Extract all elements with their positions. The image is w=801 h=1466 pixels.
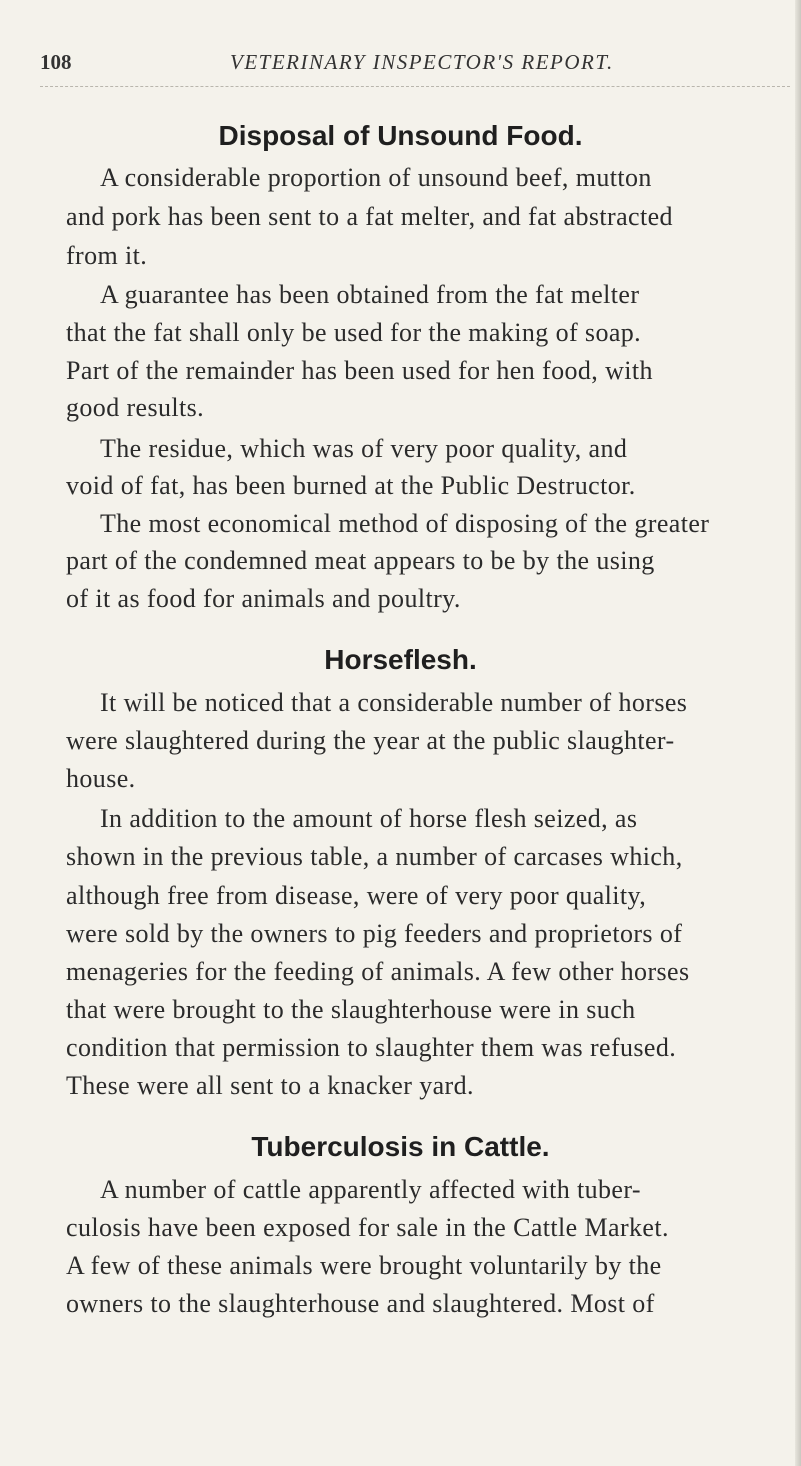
- paragraph-line: The most economical method of disposing of the greater: [100, 509, 710, 538]
- paragraph-line: and pork has been sent to a fat melter, and fat abstracted: [66, 202, 673, 231]
- paragraph-line: These were all sent to a knacker yard.: [66, 1071, 474, 1100]
- paragraph-line: culosis have been exposed for sale in the Cattle Market.: [66, 1213, 669, 1242]
- section-heading-tuberculosis: Tuberculosis in Cattle.: [251, 1131, 550, 1162]
- paragraph-line: condition that permission to slaughter them was refused.: [66, 1033, 677, 1062]
- running-title: VETERINARY INSPECTOR'S REPORT.: [230, 50, 614, 74]
- paragraph-line: The residue, which was of very poor quality, and: [100, 434, 628, 463]
- paragraph-line: were sold by the owners to pig feeders and proprietors of: [66, 919, 683, 948]
- paragraph-line: that were brought to the slaughterhouse were in such: [66, 995, 636, 1024]
- paragraph-line: It will be noticed that a considerable number of horses: [100, 688, 688, 717]
- paragraph-line: of it as food for animals and poultry.: [66, 584, 461, 613]
- paragraph-line: house.: [66, 764, 136, 793]
- paragraph-line: from it.: [66, 241, 148, 270]
- paragraph-line: although free from disease, were of very poor quality,: [66, 881, 647, 910]
- paragraph-line: A considerable proportion of unsound beef, mutton: [100, 163, 652, 192]
- page-number: 108: [40, 50, 72, 74]
- paragraph-line: were slaughtered during the year at the public slaughter-: [66, 726, 675, 755]
- paragraph-line: menageries for the feeding of animals. A few other horses: [66, 957, 690, 986]
- paragraph-line: In addition to the amount of horse flesh seized, as: [100, 804, 638, 833]
- paragraph-line: A few of these animals were brought voluntarily by the: [66, 1251, 662, 1280]
- paragraph-line: owners to the slaughterhouse and slaughtered. Most of: [66, 1289, 655, 1318]
- section-heading-disposal: Disposal of Unsound Food.: [218, 120, 583, 151]
- running-head: [40, 50, 790, 87]
- paragraph-line: A guarantee has been obtained from the fat melter: [100, 280, 640, 309]
- paragraph-line: void of fat, has been burned at the Public Destructor.: [66, 471, 636, 500]
- paragraph-line: A number of cattle apparently affected with tuber-: [100, 1175, 641, 1204]
- paragraph-line: part of the condemned meat appears to be by the using: [66, 546, 655, 575]
- paragraph-line: Part of the remainder has been used for hen food, with: [66, 356, 653, 385]
- page-edge: [795, 0, 801, 1466]
- paragraph-line: shown in the previous table, a number of carcases which,: [66, 842, 683, 871]
- section-heading-horseflesh: Horseflesh.: [324, 644, 477, 675]
- paragraph-line: that the fat shall only be used for the making of soap.: [66, 318, 642, 347]
- paragraph-line: good results.: [66, 393, 205, 422]
